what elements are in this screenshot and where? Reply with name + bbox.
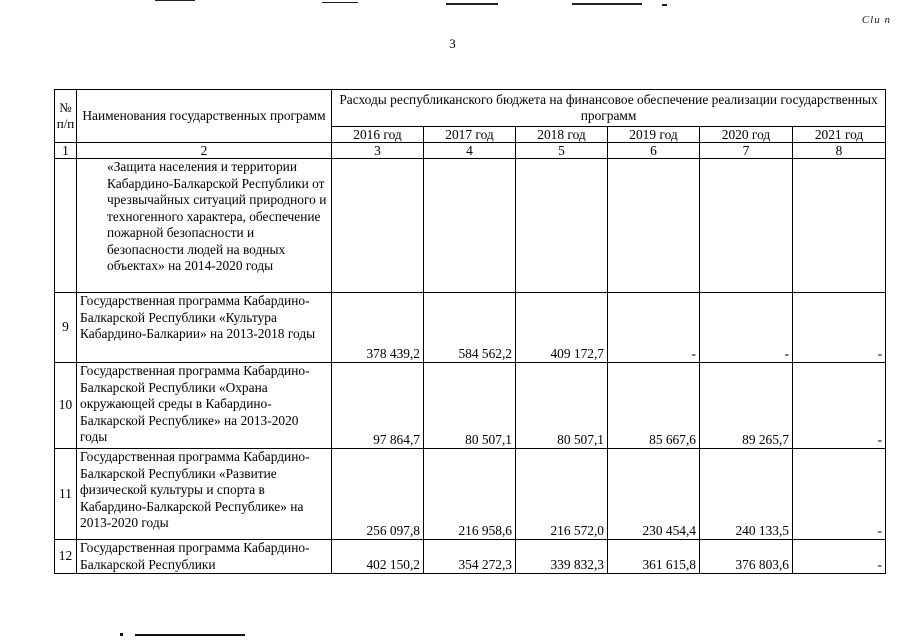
year-header: 2016 год bbox=[332, 127, 424, 143]
program-name: Государственная программа Кабардино-Балкарской Республики «Развитие физической культуры и спорта в Кабардино-Балкарской Республике» на 2013-2020 годы bbox=[77, 449, 332, 540]
column-number: 8 bbox=[793, 143, 886, 159]
program-name: «Защита населения и территории Кабардино-Балкарской Республики от чрезвычайных ситуаций природного и техногенного характера, обеспечение пожарной безопасности и безопасности людей на водных объектах» на 2014-2020 годы bbox=[77, 159, 332, 293]
scan-artifact-2 bbox=[322, 2, 358, 3]
value-cell bbox=[516, 159, 608, 293]
year-header: 2019 год bbox=[608, 127, 700, 143]
table-row bbox=[55, 293, 886, 363]
budget-table bbox=[54, 89, 886, 574]
table-row bbox=[55, 159, 886, 293]
header-row bbox=[55, 90, 886, 127]
column-number: 7 bbox=[700, 143, 793, 159]
program-name: Государственная программа Кабардино-Балкарской Республики «Культура Кабардино-Балкарии» на 2013-2018 годы bbox=[77, 293, 332, 363]
col-name-header: Наименования государственных программ bbox=[77, 90, 332, 143]
value-cell: 80 507,1 bbox=[424, 363, 516, 449]
year-header: 2021 год bbox=[793, 127, 886, 143]
table-row bbox=[55, 449, 886, 540]
row-index: 10 bbox=[55, 363, 77, 449]
value-cell: 584 562,2 bbox=[424, 293, 516, 363]
column-numbers-row bbox=[55, 143, 886, 159]
scan-artifact-tick bbox=[120, 633, 123, 636]
row-index: 11 bbox=[55, 449, 77, 540]
value-cell: 378 439,2 bbox=[332, 293, 424, 363]
value-cell: - bbox=[793, 449, 886, 540]
value-cell: 240 133,5 bbox=[700, 449, 793, 540]
footer-line bbox=[135, 634, 245, 636]
column-number: 1 bbox=[55, 143, 77, 159]
value-cell: 216 958,6 bbox=[424, 449, 516, 540]
program-name: Государственная программа Кабардино-Балкарской Республики «Охрана окружающей среды в Кабардино-Балкарской Республике» на 2013-2020 годы bbox=[77, 363, 332, 449]
value-cell bbox=[700, 159, 793, 293]
table-row bbox=[55, 363, 886, 449]
value-cell: 216 572,0 bbox=[516, 449, 608, 540]
column-number: 3 bbox=[332, 143, 424, 159]
year-header: 2017 год bbox=[424, 127, 516, 143]
value-cell: 361 615,8 bbox=[608, 540, 700, 574]
row-index: 9 bbox=[55, 293, 77, 363]
value-cell: - bbox=[608, 293, 700, 363]
value-cell: - bbox=[793, 293, 886, 363]
scan-artifact-5 bbox=[662, 4, 667, 6]
value-cell: 376 803,6 bbox=[700, 540, 793, 574]
value-cell: 89 265,7 bbox=[700, 363, 793, 449]
value-cell bbox=[608, 159, 700, 293]
scan-artifact-3 bbox=[446, 3, 498, 5]
value-cell: 97 864,7 bbox=[332, 363, 424, 449]
col-expenses-header: Расходы республиканского бюджета на финансовое обеспечение реализации государственных программ bbox=[332, 90, 886, 127]
program-name: Государственная программа Кабардино-Балкарской Республики bbox=[77, 540, 332, 574]
value-cell bbox=[424, 159, 516, 293]
value-cell: - bbox=[793, 363, 886, 449]
value-cell: - bbox=[700, 293, 793, 363]
column-number: 6 bbox=[608, 143, 700, 159]
scan-artifact-1 bbox=[155, 0, 195, 1]
row-index bbox=[55, 159, 77, 293]
value-cell: 80 507,1 bbox=[516, 363, 608, 449]
value-cell: 339 832,3 bbox=[516, 540, 608, 574]
value-cell: 402 150,2 bbox=[332, 540, 424, 574]
corner-mark: Clu n bbox=[861, 14, 891, 26]
value-cell: - bbox=[793, 540, 886, 574]
column-number: 4 bbox=[424, 143, 516, 159]
value-cell: 85 667,6 bbox=[608, 363, 700, 449]
value-cell: 230 454,4 bbox=[608, 449, 700, 540]
value-cell: 354 272,3 bbox=[424, 540, 516, 574]
row-index: 12 bbox=[55, 540, 77, 574]
col-num-header: № п/п bbox=[55, 90, 77, 143]
table-row bbox=[55, 540, 886, 574]
scan-artifact-4 bbox=[572, 3, 642, 5]
value-cell bbox=[332, 159, 424, 293]
year-header: 2018 год bbox=[516, 127, 608, 143]
value-cell: 409 172,7 bbox=[516, 293, 608, 363]
value-cell bbox=[793, 159, 886, 293]
column-number: 5 bbox=[516, 143, 608, 159]
column-number: 2 bbox=[77, 143, 332, 159]
year-header: 2020 год bbox=[700, 127, 793, 143]
value-cell: 256 097,8 bbox=[332, 449, 424, 540]
page-number: 3 bbox=[449, 36, 456, 51]
